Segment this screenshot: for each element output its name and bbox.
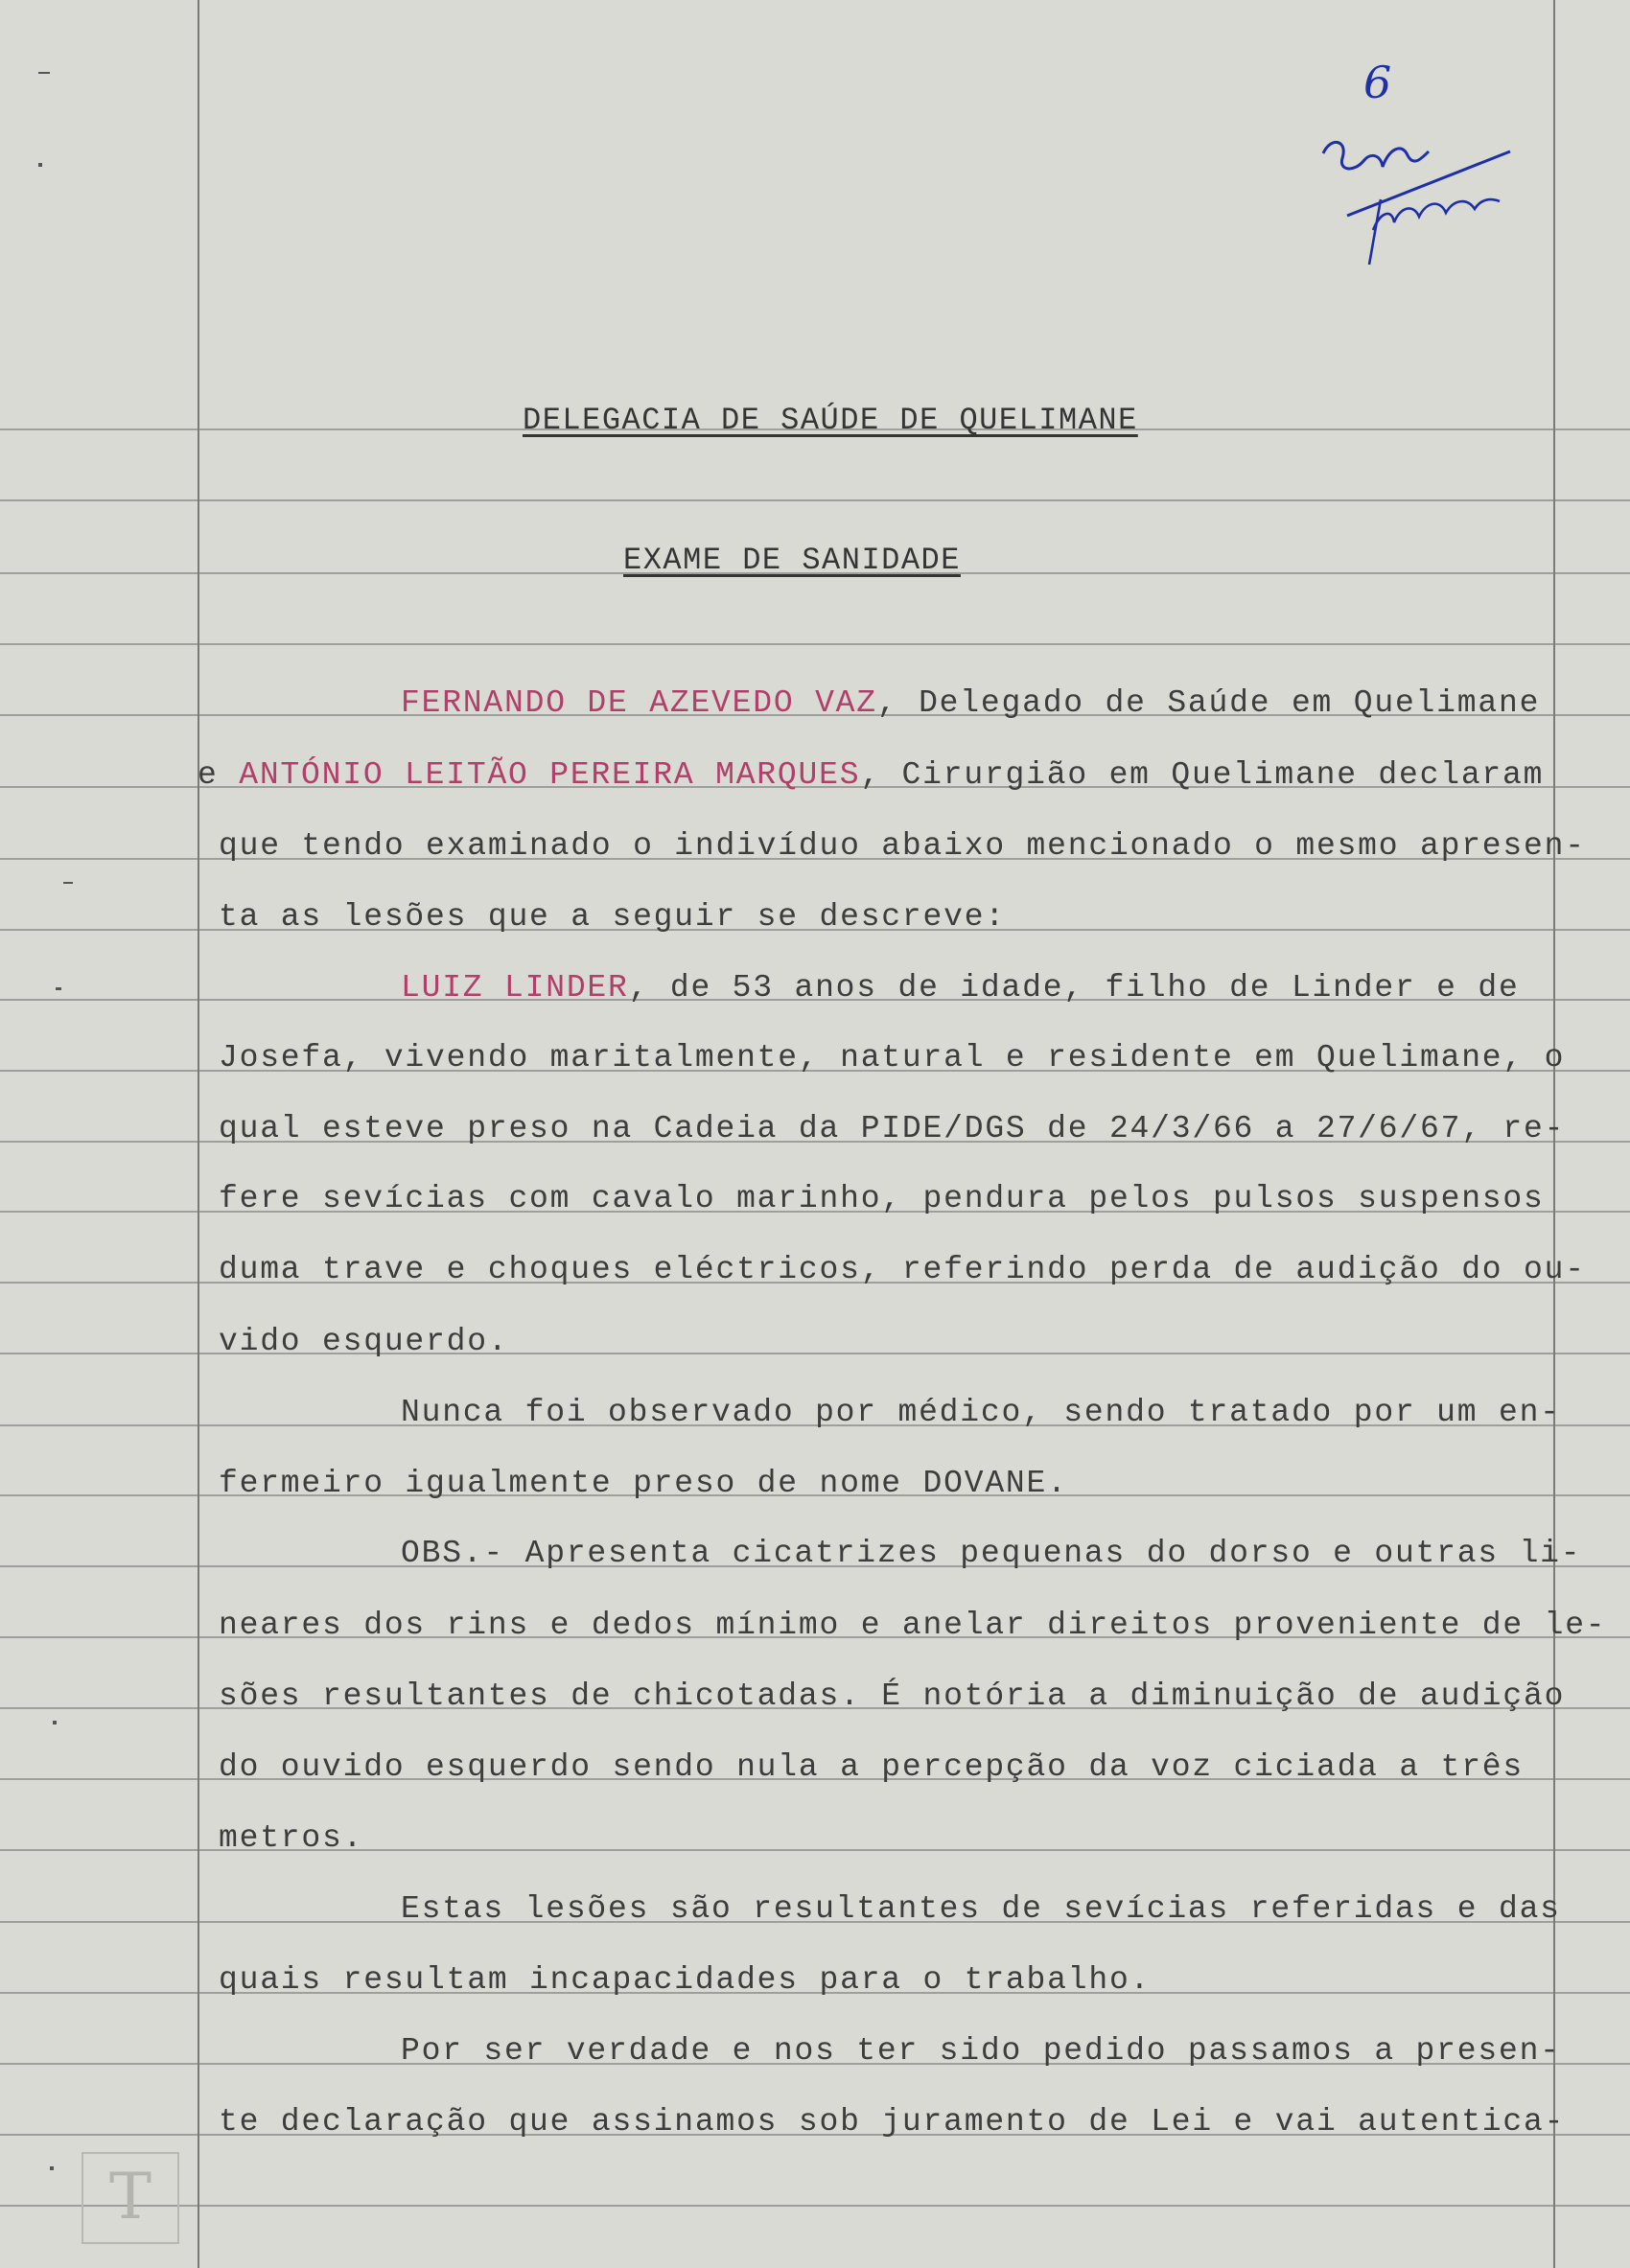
- examiner-name: FERNANDO DE AZEVEDO VAZ: [401, 685, 877, 721]
- text-line: duma trave e choques eléctricos, referindo perda de audição do ou-: [219, 1252, 1586, 1287]
- margin-mark: [56, 987, 61, 990]
- margin-mark: [50, 2166, 54, 2170]
- margin-mark: [38, 163, 42, 167]
- office-heading: DELEGACIA DE SAÚDE DE QUELIMANE: [523, 403, 1138, 438]
- text-line: metros.: [219, 1820, 364, 1856]
- text-line: te declaração que assinamos sob juramento de Lei e vai autentica-: [219, 2104, 1566, 2140]
- document-title: EXAME DE SANIDADE: [623, 543, 961, 578]
- text-line: Por ser verdade e nos ter sido pedido passamos a presen-: [401, 2033, 1561, 2069]
- ruled-line: [0, 499, 1630, 501]
- text-line: qual esteve preso na Cadeia da PIDE/DGS de 24/3/66 a 27/6/67, re-: [219, 1111, 1566, 1146]
- margin-mark: [53, 1721, 57, 1724]
- text-line: neares dos rins e dedos mínimo e anelar direitos proveniente de le-: [219, 1608, 1607, 1643]
- page-number-annotation: 6: [1363, 57, 1392, 108]
- text-line: vido esquerdo.: [219, 1324, 509, 1359]
- text-line: OBS.- Apresenta cicatrizes pequenas do dorso e outras li-: [401, 1536, 1582, 1571]
- archive-stamp: T: [82, 2152, 179, 2244]
- text-line: Josefa, vivendo maritalmente, natural e residente em Quelimane, o: [219, 1040, 1566, 1076]
- text-line: fere sevícias com cavalo marinho, pendura pelos pulsos suspensos: [219, 1181, 1545, 1216]
- text-fragment: e: [198, 757, 240, 793]
- text-line: fermeiro igualmente preso de nome DOVANE.: [219, 1466, 1068, 1501]
- text-line: ta as lesões que a seguir se descreve:: [219, 899, 1006, 935]
- text-line: Estas lesões são resultantes de sevícias referidas e das: [401, 1891, 1561, 1927]
- text-line: sões resultantes de chicotadas. É notória a diminuição de audição: [219, 1678, 1566, 1714]
- ruled-line: [0, 2205, 1630, 2207]
- text-line: [401, 685, 1540, 721]
- patient-name: LUIZ LINDER: [401, 970, 629, 1006]
- text-line: Nunca foi observado por médico, sendo tratado por um en-: [401, 1395, 1561, 1430]
- margin-mark: [38, 72, 50, 74]
- text-line: [198, 757, 1544, 793]
- left-margin-line: [198, 0, 199, 2268]
- ruled-line: [0, 643, 1630, 645]
- text-line: do ouvido esquerdo sendo nula a percepção da voz ciciada a três: [219, 1749, 1525, 1785]
- text-line: quais resultam incapacidades para o trabalho.: [219, 1962, 1152, 1998]
- examiner-name: ANTÓNIO LEITÃO PEREIRA MARQUES: [239, 757, 861, 793]
- text-line: que tendo examinado o indivíduo abaixo mencionado o mesmo apresen-: [219, 828, 1586, 864]
- margin-mark: [63, 882, 73, 884]
- handwritten-signature-annotation: [1314, 48, 1525, 278]
- text-line: [401, 970, 1520, 1006]
- text-fragment: , Cirurgião em Quelimane declaram: [860, 757, 1545, 793]
- text-fragment: , de 53 anos de idade, filho de Linder e de: [628, 970, 1520, 1006]
- text-fragment: , Delegado de Saúde em Quelimane: [876, 685, 1541, 721]
